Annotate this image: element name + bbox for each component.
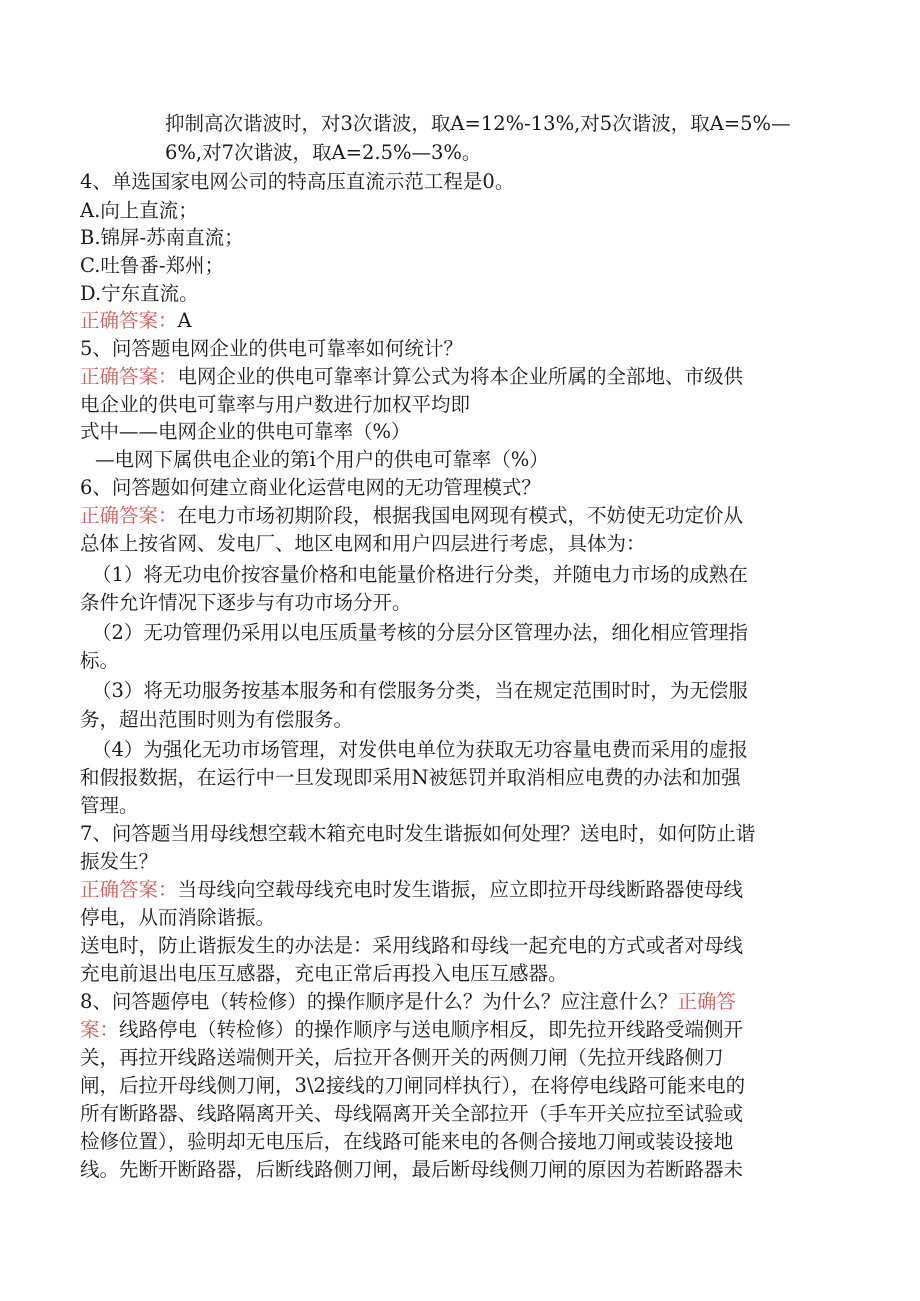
- text-line: 抑制高次谐波时，对3次谐波，取A=12%-13%,对5次谐波，取A=5%—: [165, 112, 791, 135]
- text-line: 停电，从而消除谐振。: [80, 906, 276, 929]
- answer-line: 正确答案：A: [80, 309, 192, 332]
- text-line: —电网下属供电企业的第i个用户的供电可靠率（%）: [95, 448, 549, 471]
- text-line: 闸，后拉开母线侧刀闸，3\2接线的刀闸同样执行），在将停电线路可能来电的: [80, 1074, 746, 1097]
- text-line: 检修位置），验明却无电压后，在线路可能来电的各侧合接地刀闸或装设接地: [80, 1130, 734, 1153]
- option-a: A.向上直流；: [80, 199, 198, 222]
- answer-label: 正确答: [677, 990, 736, 1013]
- answer-label: 案：: [80, 1018, 120, 1041]
- text-line: （3）将无功服务按基本服务和有偿服务分类，当在规定范围时时，为无偿服: [92, 679, 748, 702]
- text-line: 关，再拉开线路送端侧开关，后拉开各侧开关的两侧刀闸（先拉开线路侧刀: [80, 1046, 724, 1069]
- answer-line: 正确答案：在电力市场初期阶段，根据我国电网现有模式，不妨使无功定价从: [80, 504, 744, 527]
- text-line: （2）无功管理仍采用以电压质量考核的分层分区管理办法，细化相应管理指: [92, 621, 748, 644]
- text-line: 和假报数据，在运行中一旦发现即采用N被惩罚并取消相应电费的办法和加强: [80, 766, 741, 789]
- question-4: 4、单选国家电网公司的特高压直流示范工程是0。: [80, 170, 515, 193]
- text-line: 6%,对7次谐波，取A=2.5%—3%。: [165, 141, 482, 164]
- text-line: 式中——电网企业的供电可靠率（%）: [80, 420, 411, 443]
- text-line: 条件允许情况下逐步与有功市场分开。: [80, 591, 412, 614]
- text-line: 管理。: [80, 794, 139, 817]
- answer-label: 正确答案：: [80, 504, 178, 527]
- text-line: 总体上按省网、发电厂、地区电网和用户四层进行考虑，具体为：: [80, 532, 646, 555]
- text-line: 标。: [80, 649, 120, 672]
- answer-label: 正确答案：: [80, 878, 178, 901]
- text-line: （1）将无功电价按容量价格和电能量价格进行分类，并随电力市场的成熟在: [92, 563, 748, 586]
- option-b: B.锦屏-苏南直流；: [80, 226, 244, 249]
- option-d: D.宁东直流。: [80, 282, 199, 305]
- question-7: 7、问答题当用母线想空载木箱充电时发生谐振如何处理？送电时，如何防止谐: [80, 822, 756, 845]
- text-line: （4）为强化无功市场管理，对发供电单位为获取无功容量电费而采用的虚报: [92, 738, 748, 761]
- text-line: 务，超出范围时则为有偿服务。: [80, 708, 354, 731]
- option-c: C.吐鲁番-郑州；: [80, 254, 225, 277]
- text-line: 充电前退出电压互感器，充电正常后再投入电压互感器。: [80, 962, 568, 985]
- answer-label: 正确答案：: [80, 365, 178, 388]
- text-line: 送电时，防止谐振发生的办法是：采用线路和母线一起充电的方式或者对母线: [80, 934, 744, 957]
- answer-label: 正确答案：: [80, 309, 178, 332]
- text-line: 线。先断开断路器，后断线路侧刀闸，最后断母线侧刀闸的原因为若断路器未: [80, 1158, 744, 1181]
- text-line: 振发生？: [80, 850, 159, 873]
- question-8: 8、问答题停电（转检修）的操作顺序是什么？为什么？应注意什么？正确答: [80, 990, 736, 1013]
- text-line: 电企业的供电可靠率与用户数进行加权平均即: [80, 393, 471, 416]
- question-6: 6、问答题如何建立商业化运营电网的无功管理模式？: [80, 476, 541, 499]
- answer-line: 案：线路停电（转检修）的操作顺序与送电顺序相反，即先拉开线路受端侧开: [80, 1018, 744, 1041]
- answer-line: 正确答案：当母线向空载母线充电时发生谐振，应立即拉开母线断路器使母线: [80, 878, 744, 901]
- answer-line: 正确答案：电网企业的供电可靠率计算公式为将本企业所属的全部地、市级供: [80, 365, 744, 388]
- text-line: 所有断路器、线路隔离开关、母线隔离开关全部拉开（手车开关应拉至试验或: [80, 1102, 744, 1125]
- question-5: 5、问答题电网企业的供电可靠率如何统计？: [80, 337, 463, 360]
